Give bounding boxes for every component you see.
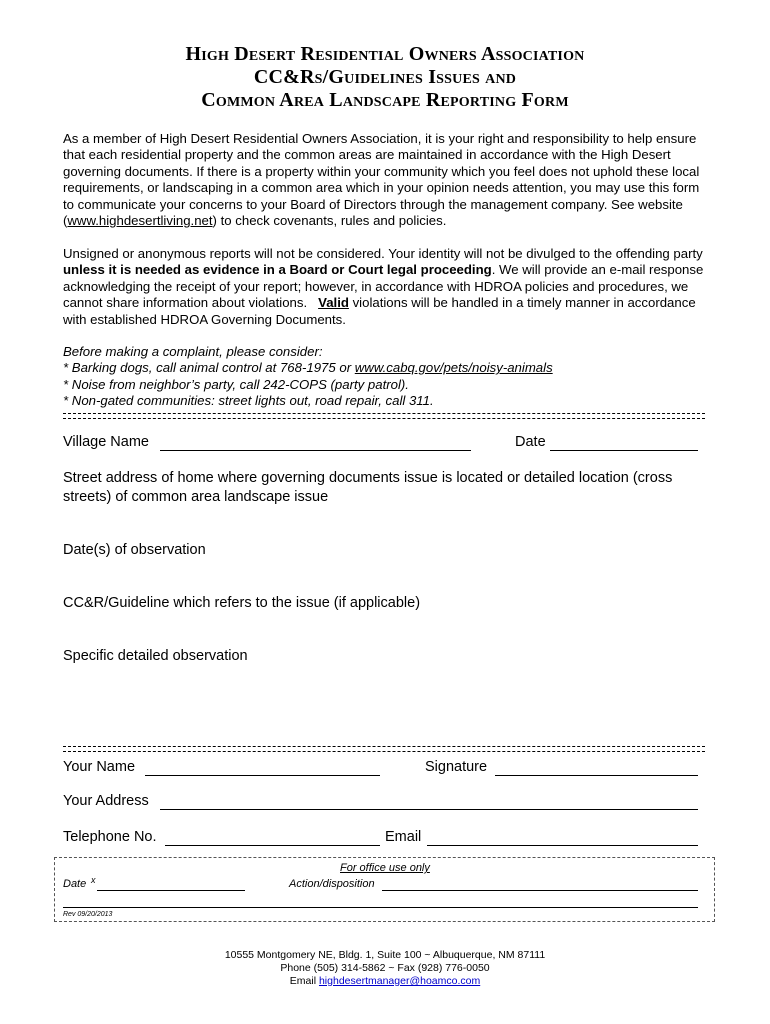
association-title: High Desert Residential Owners Association bbox=[185, 43, 585, 65]
revision-date: Rev 09/20/2013 bbox=[63, 911, 113, 918]
policy-text-2: . We will provide an e-mail response acknowledging the receipt of your report; however, in accordance with HDROA policies and procedures, we cannot share information about violations. bbox=[63, 262, 704, 311]
footer-email-label: Email bbox=[289, 975, 319, 987]
office-date-label: Date bbox=[63, 878, 87, 890]
signature-label: Signature bbox=[425, 759, 488, 775]
consider-item-streets: * Non-gated communities: street lights out, road repair, call 311. bbox=[63, 393, 434, 409]
consider-list bbox=[63, 344, 713, 410]
section-divider bbox=[63, 413, 705, 419]
office-date-field[interactable] bbox=[97, 890, 245, 891]
email-field[interactable] bbox=[427, 845, 698, 846]
office-date-mark: x bbox=[91, 875, 96, 885]
signature-field[interactable] bbox=[495, 775, 698, 776]
form-subtitle: CC&Rs/Guidelines Issues and bbox=[253, 66, 517, 88]
consider-item-noise: * Noise from neighbor’s party, call 242-COPS (party patrol). bbox=[63, 376, 409, 392]
section-divider-2 bbox=[63, 746, 705, 752]
intro-text: As a member of High Desert Residential Owners Association, it is your right and responsibility to help ensure that each residential property and the common areas are maintained in accordance with the High Desert governing documents. If there is a property within your community which you feel does not uphold these local requirements, or landscaping in a common area which in your opinion needs attention, you may use this form to communicate your concerns to your Board of Directors through the management company. See website ( bbox=[63, 131, 700, 229]
telephone-field[interactable] bbox=[165, 845, 380, 846]
village-name-field[interactable] bbox=[160, 450, 471, 451]
office-notes-line[interactable] bbox=[63, 907, 698, 908]
detailed-observation-label: Specific detailed observation bbox=[63, 648, 248, 664]
date-label: Date bbox=[515, 434, 546, 450]
guideline-label: CC&R/Guideline which refers to the issue (if applicable) bbox=[63, 595, 421, 611]
footer-address: 10555 Montgomery NE, Bldg. 1, Suite 100 ~ Albuquerque, NM 87111 bbox=[224, 949, 546, 961]
action-disposition-field[interactable] bbox=[382, 890, 698, 891]
your-address-field[interactable] bbox=[160, 809, 698, 810]
consider-heading: Before making a complaint, please consider: bbox=[63, 344, 323, 359]
observation-dates-label: Date(s) of observation bbox=[63, 542, 206, 558]
manager-email-link[interactable]: highdesertmanager@hoamco.com bbox=[318, 975, 481, 987]
noisy-animals-link[interactable]: www.cabq.gov/pets/noisy-animals bbox=[354, 360, 553, 376]
office-use-title: For office use only bbox=[340, 862, 430, 874]
your-address-label: Your Address bbox=[63, 793, 149, 809]
policy-paragraph bbox=[63, 246, 713, 328]
email-label: Email bbox=[385, 829, 422, 845]
intro-paragraph bbox=[63, 131, 713, 229]
website-link[interactable]: www.highdesertliving.net bbox=[67, 213, 213, 229]
policy-text: Unsigned or anonymous reports will not be considered. Your identity will not be divulged to the offending party bbox=[63, 246, 703, 261]
valid-word: Valid bbox=[318, 295, 349, 311]
date-field[interactable] bbox=[550, 450, 698, 451]
form-title: Common Area Landscape Reporting Form bbox=[201, 89, 569, 111]
your-name-label: Your Name bbox=[63, 759, 136, 775]
consider-item-barking: * Barking dogs, call animal control at 768-1975 or www.cabq.gov/pets/noisy-animals bbox=[63, 360, 553, 376]
footer-email bbox=[0, 975, 770, 988]
action-disposition-label: Action/disposition bbox=[289, 878, 375, 890]
your-name-field[interactable] bbox=[145, 775, 380, 776]
footer-phone: Phone (505) 314-5862 ~ Fax (928) 776-0050 bbox=[280, 962, 490, 974]
telephone-label: Telephone No. bbox=[63, 829, 157, 845]
policy-bold-text: unless it is needed as evidence in a Board or Court legal proceeding bbox=[63, 262, 492, 278]
intro-text-end: ) to check covenants, rules and policies. bbox=[212, 213, 447, 229]
street-address-label: Street address of home where governing documents issue is located or detailed location (cross streets) of common area landscape issue bbox=[63, 470, 673, 505]
policy-text-3: violations will be handled in a timely manner in accordance with established HDROA Governing Documents. bbox=[63, 295, 696, 327]
village-name-label: Village Name bbox=[63, 434, 149, 450]
